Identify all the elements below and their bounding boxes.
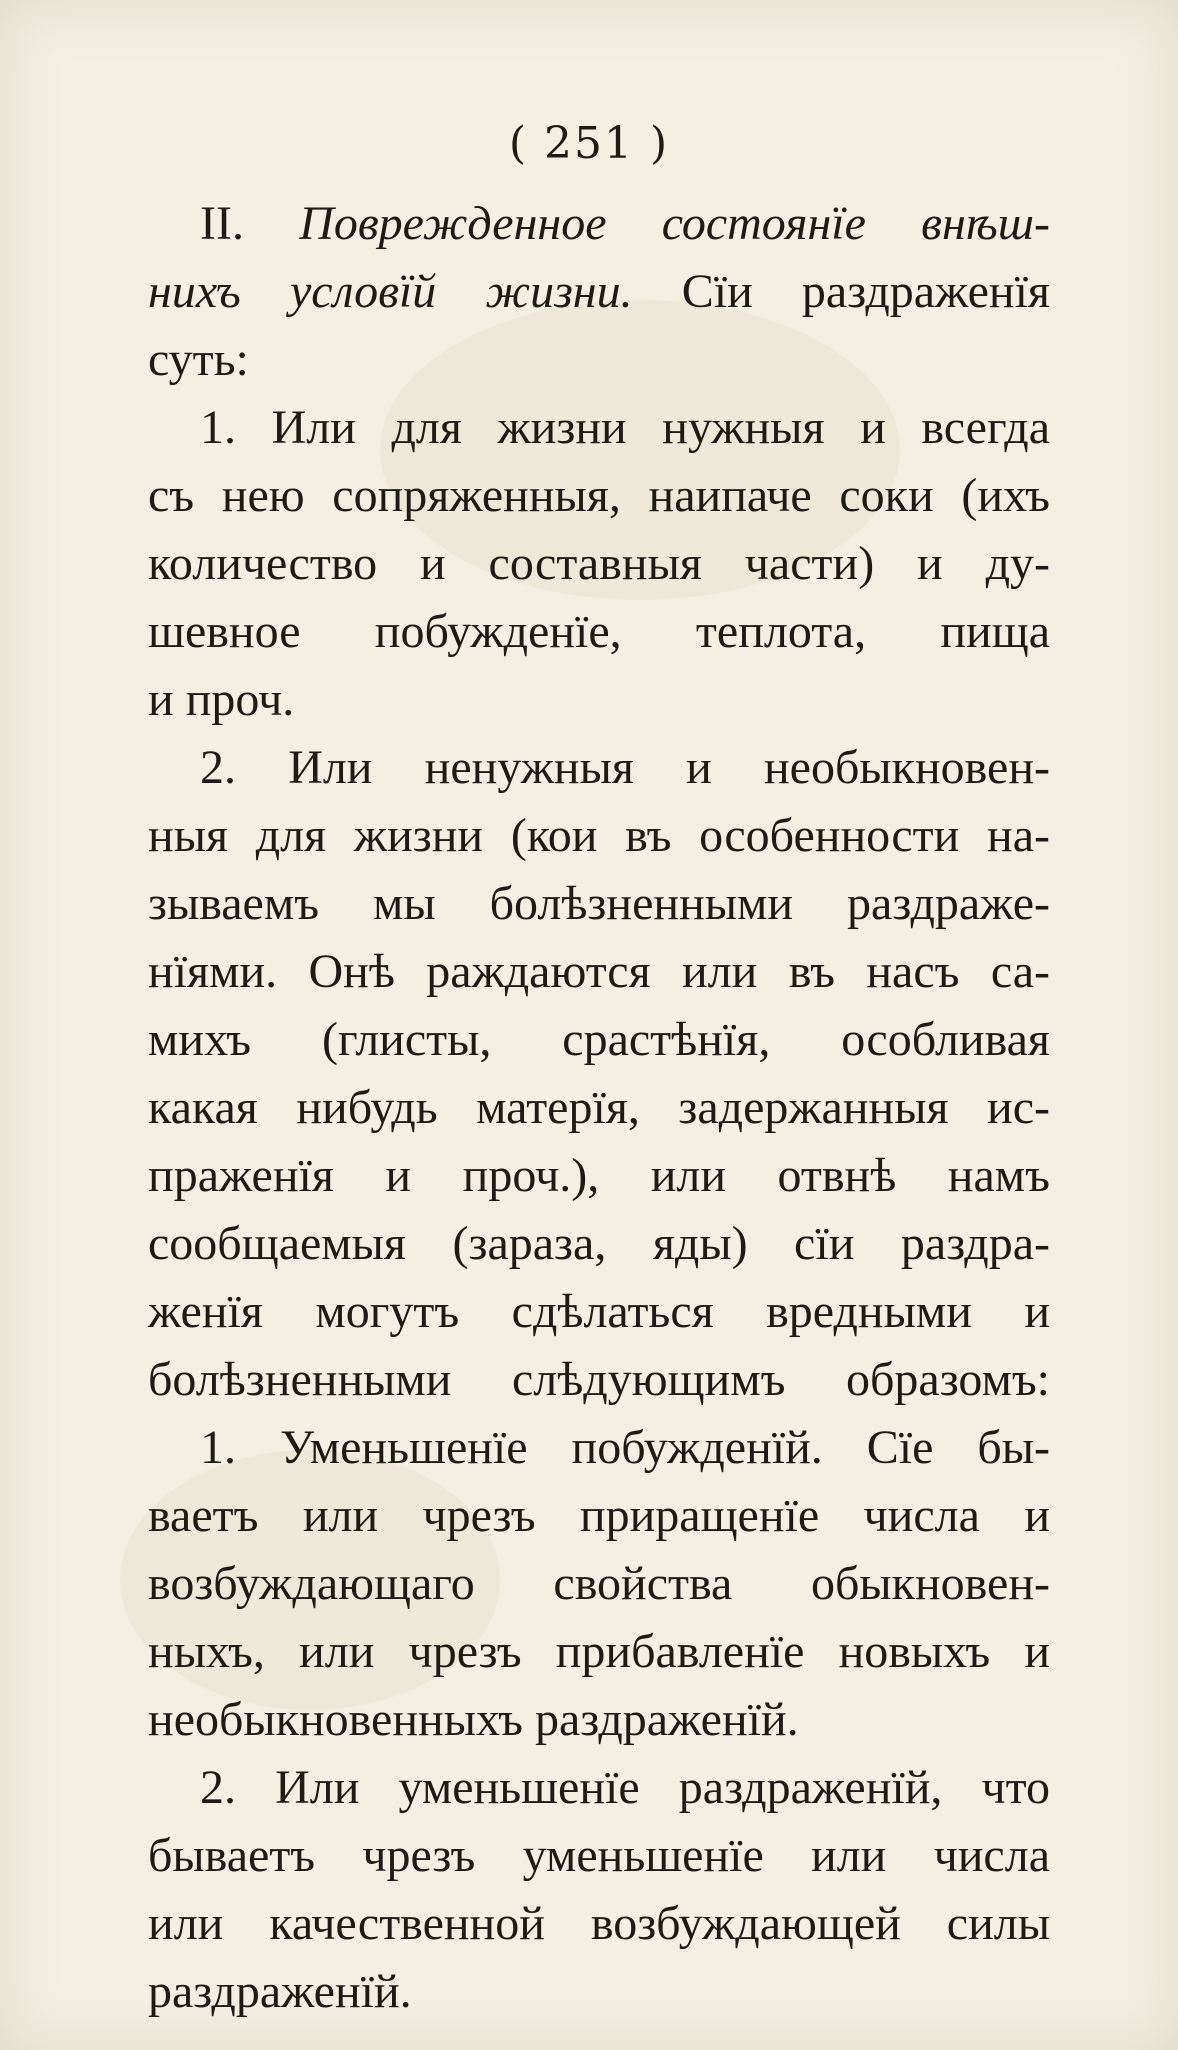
item2-line: праженїя и проч.), или отвнѣ намъ xyxy=(148,1149,1050,1202)
sub2-line: или качественной возбуждающей силы xyxy=(148,1897,1050,1950)
item1-line: 1. Или для жизни нужныя и всегда xyxy=(200,401,1050,454)
item1-line: и проч. xyxy=(148,673,295,726)
item2-line: женїя могутъ сдѣлаться вредными и xyxy=(148,1285,1050,1338)
sub1-line: возбуждающаго свойства обыкновен- xyxy=(148,1557,1050,1610)
item2-line: зываемъ мы болѣзненными раздраже- xyxy=(148,877,1050,930)
sub1-line: необыкновенныхъ раздраженїй. xyxy=(148,1693,799,1746)
sub2-line: бываетъ чрезъ уменьшенїе или числа xyxy=(148,1829,1050,1882)
sub1-line: ваетъ или чрезъ приращенїе числа и xyxy=(148,1489,1050,1542)
section-title-part-2: нихъ условїй жизни. xyxy=(148,265,633,318)
sub1-line: 1. Уменьшенїе побужденїй. Сїе бы- xyxy=(200,1421,1050,1474)
section-title-part-1: Поврежденное состоянїе внѣш- xyxy=(299,197,1051,250)
sub2-line: 2. Или уменьшенїе раздраженїй, что xyxy=(200,1761,1050,1814)
page-body xyxy=(148,190,1050,2026)
item2-line: михъ (глисты, срастѣнїя, особливая xyxy=(148,1013,1050,1066)
item1-line: шевное побужденїе, теплота, пища xyxy=(148,605,1050,658)
item2-line: нїями. Онѣ раждаются или въ насъ са- xyxy=(148,945,1050,998)
item2-line: болѣзненными слѣдующимъ образомъ: xyxy=(148,1353,1050,1406)
section-numeral: II. xyxy=(200,197,244,250)
section-heading-line-2 xyxy=(148,258,1050,326)
item2-line: сообщаемыя (зараза, яды) сїи раздра- xyxy=(148,1217,1050,1270)
item1-line: съ нею сопряженныя, наипаче соки (ихъ xyxy=(148,469,1050,522)
item2-line: какая нибудь матерїя, задержанныя ис- xyxy=(148,1081,1050,1134)
item1-line: количество и составныя части) и ду- xyxy=(148,537,1050,590)
section-heading-line-1 xyxy=(148,190,1050,258)
sub2-line: раздраженїй. xyxy=(148,1965,412,2018)
section-heading-line-3: суть: xyxy=(148,333,249,386)
item2-line: ныя для жизни (кои въ особенности на- xyxy=(148,809,1050,862)
page-number: ( 251 ) xyxy=(508,118,670,169)
item2-line: 2. Или ненужныя и необыкновен- xyxy=(200,741,1050,794)
section-heading-tail: Сїи раздраженїя xyxy=(632,265,1050,318)
sub1-line: ныхъ, или чрезъ прибавленїе новыхъ и xyxy=(148,1625,1050,1678)
